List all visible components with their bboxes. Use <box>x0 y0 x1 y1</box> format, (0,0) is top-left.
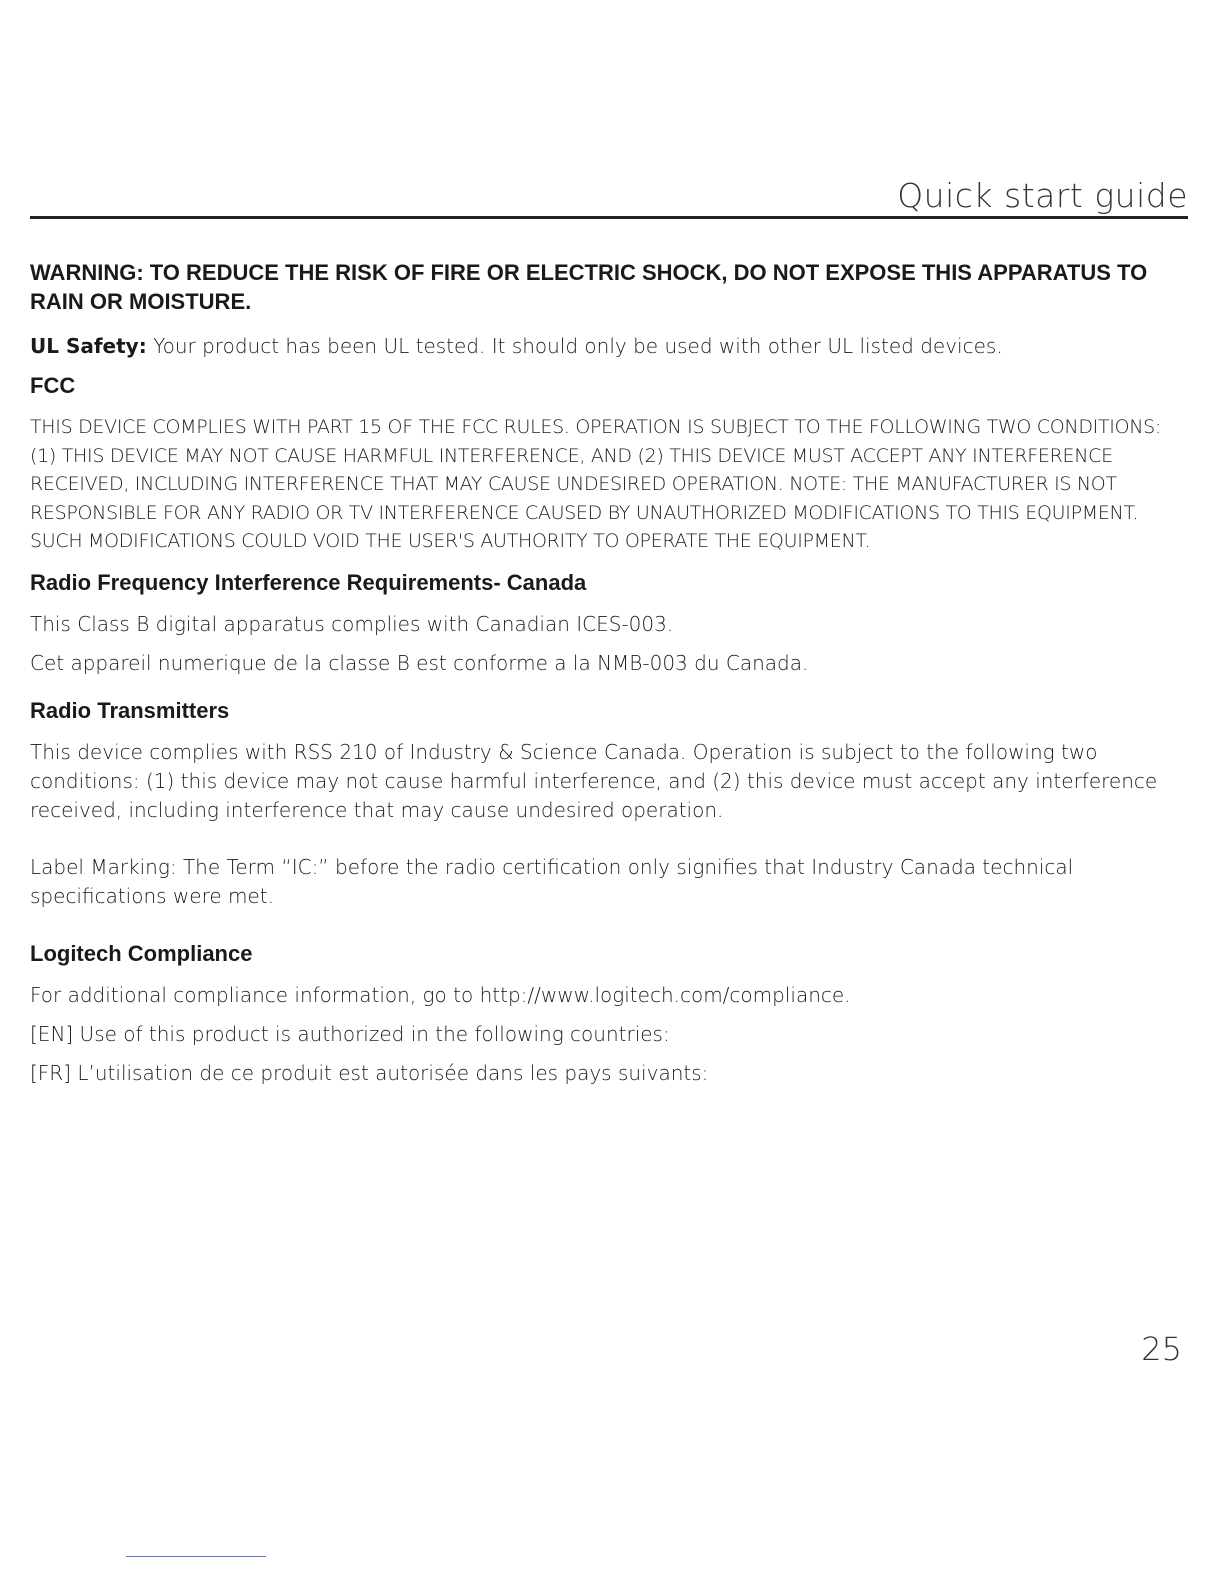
header-divider <box>30 216 1188 219</box>
canada-heading: Radio Frequency Interference Requirements- Canada <box>30 569 587 595</box>
fcc-body: THIS DEVICE COMPLIES WITH PART 15 OF THE FCC RULES. OPERATION IS SUBJECT TO THE FOLLOWING TWO CONDITIONS: (1) THIS DEVICE MAY NOT CAUSE HARMFUL INTERFERENCE, AND (2) THIS DEVICE MUST ACCEPT ANY INTERFERENCE RECEIVED, INCLUDING INTERFERENCE THAT MAY CAUSE UNDESIRED OPERATION. NOTE: THE MANUFACTURER IS NOT RESPONSIBLE FOR ANY RADIO OR TV INTERFERENCE CAUSED BY UNAUTHORIZED MODIFICATIONS TO THIS EQUIPMENT. SUCH MODIFICATIONS COULD VOID THE USER'S AUTHORITY TO OPERATE THE EQUIPMENT. <box>30 416 1162 552</box>
canada-line-2: Cet appareil numerique de la classe B est conforme a la NMB-003 du Canada. <box>30 650 809 675</box>
transmitters-heading: Radio Transmitters <box>30 697 230 723</box>
ul-safety-label: UL Safety: <box>30 334 147 358</box>
compliance-heading: Logitech Compliance <box>30 940 253 966</box>
canada-line-1: This Class B digital apparatus complies with Canadian ICES-003. <box>30 611 674 636</box>
ul-safety-text: Your product has been UL tested. It should only be used with other UL listed devices. <box>146 334 1003 358</box>
compliance-line-1: For additional compliance information, go to http://www.logitech.com/compliance. <box>30 982 851 1007</box>
fcc-heading: FCC <box>30 373 76 398</box>
compliance-line-3: [FR] L’utilisation de ce produit est autorisée dans les pays suivants: <box>30 1060 709 1085</box>
warning-notice: WARNING: TO REDUCE THE RISK OF FIRE OR ELECTRIC SHOCK, DO NOT EXPOSE THIS APPARATUS TO RAIN OR MOISTURE. <box>30 260 1148 314</box>
page-number: 25 <box>1141 1330 1182 1368</box>
transmitters-paragraph-1: This device complies with RSS 210 of Industry & Science Canada. Operation is subject to the following two conditions: (1) this device may not cause harmful interference, and (2) this device must accept any interference received, including interference that may cause undesired operation. <box>30 739 1158 822</box>
footer-divider <box>126 1556 266 1557</box>
ul-safety-paragraph <box>30 332 1190 361</box>
document-body <box>30 258 1190 1098</box>
transmitters-paragraph-2: Label Marking: The Term “IC:” before the radio certification only signifies that Industry Canada technical specifications were met. <box>30 854 1074 908</box>
page-header-title: Quick start guide <box>897 176 1188 215</box>
compliance-line-2: [EN] Use of this product is authorized in the following countries: <box>30 1021 670 1046</box>
